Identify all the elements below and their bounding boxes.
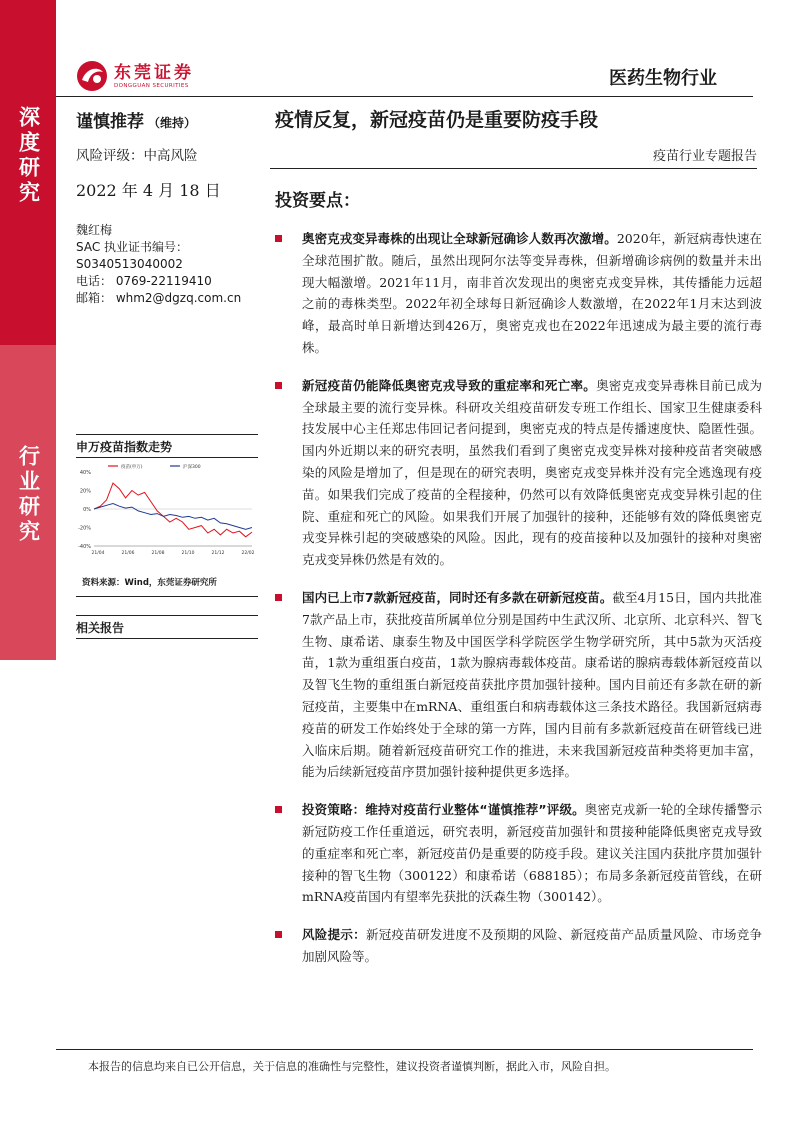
key-point (272, 375, 762, 571)
key-point-body: 奥密克戎变异毒株目前已成为全球最主要的流行变异株。科研攻关组疫苗研发专班工作组长、国家卫生健康委科技发展中心主任郑忠伟回记者问提到，奥密克戎的特点是传播速度快、隐匿性强。国内外近期以来的研究表明，虽然我们看到了奥密克戎变异株对接种疫苗者突破感染的风险是增加了，但是现在的研究表明，奥密克戎变异株并没有完全逃逸现有疫苗。如果我们完成了疫苗的全程接种，仍然可以有效降低奥密克戎变异株引起的住院、重症和死亡的风险。如果我们开展了加强针的接种，还能够有效的降低奥密克戎变异株引起的突破感染的风险。因此，现有的疫苗接种以及加强针的接种对奥密克戎变异株仍然是有效的。 (302, 377, 762, 568)
index-chart (72, 462, 258, 574)
brand-name-en: DONGGUAN SECURITIES (114, 83, 189, 89)
research-type-tab (0, 345, 56, 660)
report-title: 疫情反复，新冠疫苗仍是重要防疫手段 (275, 109, 599, 131)
report-date: 2022 年 4 月 18 日 (76, 181, 221, 200)
chart-section-mid-rule (76, 457, 258, 458)
footer-divider (56, 1049, 753, 1050)
series-line-0 (94, 483, 252, 537)
x-tick-label: 21/08 (151, 551, 165, 556)
rating-maintain: （维持） (148, 116, 197, 130)
y-tick-label: 40% (79, 470, 91, 476)
report-type-tab (0, 0, 56, 345)
x-tick-label: 21/04 (91, 551, 105, 556)
key-point-body: 截至4月15日，国内共批准7款产品上市，获批疫苗所属单位分别是国药中生武汉所、北京所、北京科兴、智飞生物、康希诺、康泰生物及中国医学科学院医学生物学研究所，其中5款为灭活疫苗，1款为重组蛋白疫苗，1款为腺病毒载体疫苗。康希诺的腺病毒载体新冠疫苗以及智飞生物的重组蛋白新冠疫苗获批序贯加强针接种。国内目前还有多款在研的新冠疫苗，主要集中在mRNA、重组蛋白和病毒载体这三条技术路径。我国新冠病毒疫苗的研发工作始终处于全球的第一方阵，国内目前有多款新冠疫苗在研管线已进入临床后期。随着新冠疫苗研究工作的推进，未来我国新冠疫苗种类将更加丰富，能为后续新冠疫苗序贯加强针接种提供更多选择。 (302, 589, 763, 780)
chart-source: 资料来源：Wind，东莞证券研究所 (82, 578, 217, 588)
report-subtitle: 疫苗行业专题报告 (652, 149, 757, 164)
key-points-list (272, 228, 762, 984)
rating (76, 107, 196, 132)
x-tick-label: 22/02 (241, 551, 255, 556)
legend-label-1: 沪深300 (183, 465, 201, 470)
key-point-body: 奥密克戎新一轮的全球传播警示新冠防疫工作任重道远，研究表明，新冠疫苗加强针和贯接种能降低奥密克戎导致的重症率和死亡率，新冠疫苗仍是重要的防疫手段。建议关注国内获批序贯加强针接种的智飞生物（300122）和康希诺（688185）；布局多条新冠疫苗管线，在研mRNA疫苗国内有望率先获批的沃森生物（300142）。 (302, 802, 762, 905)
key-points-heading: 投资要点： (275, 191, 360, 211)
key-point-body: 新冠疫苗研发进度不及预期的风险、新冠疫苗产品质量风险、市场竞争加剧风险等。 (302, 927, 762, 964)
key-point-lead: 奥密克戎变异毒株的出现让全球新冠确诊人数再次激增。 (302, 231, 617, 246)
y-tick-label: -40% (78, 544, 91, 550)
chart-section-title: 申万疫苗指数走势 (76, 440, 173, 454)
related-top-rule (76, 615, 258, 616)
risk-rating: 风险评级：中高风险 (76, 148, 198, 164)
analyst-info (76, 222, 241, 307)
report-type-label: 深度研究 (16, 106, 41, 206)
rating-label: 谨慎推荐 (76, 112, 144, 132)
brand-mark-icon (76, 60, 108, 92)
key-point (272, 799, 762, 908)
analyst-email: 邮箱： whm2@dgzq.com.cn (76, 291, 242, 305)
title-divider (270, 168, 757, 169)
analyst-sac-label: SAC 执业证书编号： (76, 240, 189, 254)
y-tick-label: 0% (83, 507, 91, 513)
header-divider (56, 96, 753, 97)
bullet-marker-icon (275, 594, 282, 601)
bullet-marker-icon (275, 382, 282, 389)
analyst-phone: 电话： 0769-22119410 (76, 274, 212, 288)
research-type-label: 行业研究 (16, 445, 41, 545)
source-rule (76, 596, 258, 597)
y-tick-label: 20% (79, 488, 91, 495)
bullet-marker-icon (275, 806, 282, 813)
series-line-1 (94, 504, 252, 530)
legend-label-0: 疫苗(申万) (121, 465, 143, 470)
x-tick-label: 21/06 (121, 551, 135, 556)
key-point-lead: 新冠疫苗仍能降低奥密克戎导致的重症率和死亡率。 (302, 377, 597, 393)
disclaimer: 本报告的信息均来自已公开信息，关于信息的准确性与完整性，建议投资者谨慎判断，据此入市，风险自担。 (88, 1060, 616, 1073)
brand-name-cn: 东莞证券 (114, 63, 194, 83)
chart-section-top-rule (76, 434, 258, 435)
key-point-lead: 风险提示： (302, 927, 366, 943)
key-point (272, 587, 762, 783)
y-tick-label: -20% (78, 525, 91, 532)
bullet-marker-icon (275, 235, 282, 242)
analyst-sac: S0340513040002 (76, 257, 183, 271)
key-point (272, 228, 762, 359)
brand-logo (76, 60, 194, 92)
analyst-name: 魏红梅 (76, 223, 113, 237)
key-point-lead: 投资策略：维持对疫苗行业整体“谨慎推荐”评级。 (302, 802, 585, 818)
related-reports-title: 相关报告 (76, 621, 125, 635)
industry-label: 医药生物行业 (609, 68, 717, 89)
bullet-marker-icon (275, 931, 282, 938)
key-point (272, 924, 762, 968)
x-tick-label: 21/10 (181, 551, 195, 556)
key-point-body: 2020年，新冠病毒快速在全球范围扩散。随后，虽然出现阿尔法等变异毒株，但新增确诊病例的数量并未出现大幅激增。2021年11月，南非首次发现出的奥密克戎变异株，其传播能力远超之前的毒株类型。2022年初全球每日新冠确诊人数激增，在2022年1月末达到波峰，最高时单日新增达到426万，奥密克戎也在2022年迅速成为最主要的流行毒株。 (302, 231, 762, 355)
key-point-lead: 国内已上市7款新冠疫苗，同时还有多款在研新冠疫苗。 (302, 589, 613, 605)
x-tick-label: 21/12 (211, 551, 225, 556)
related-bottom-rule (76, 638, 258, 639)
